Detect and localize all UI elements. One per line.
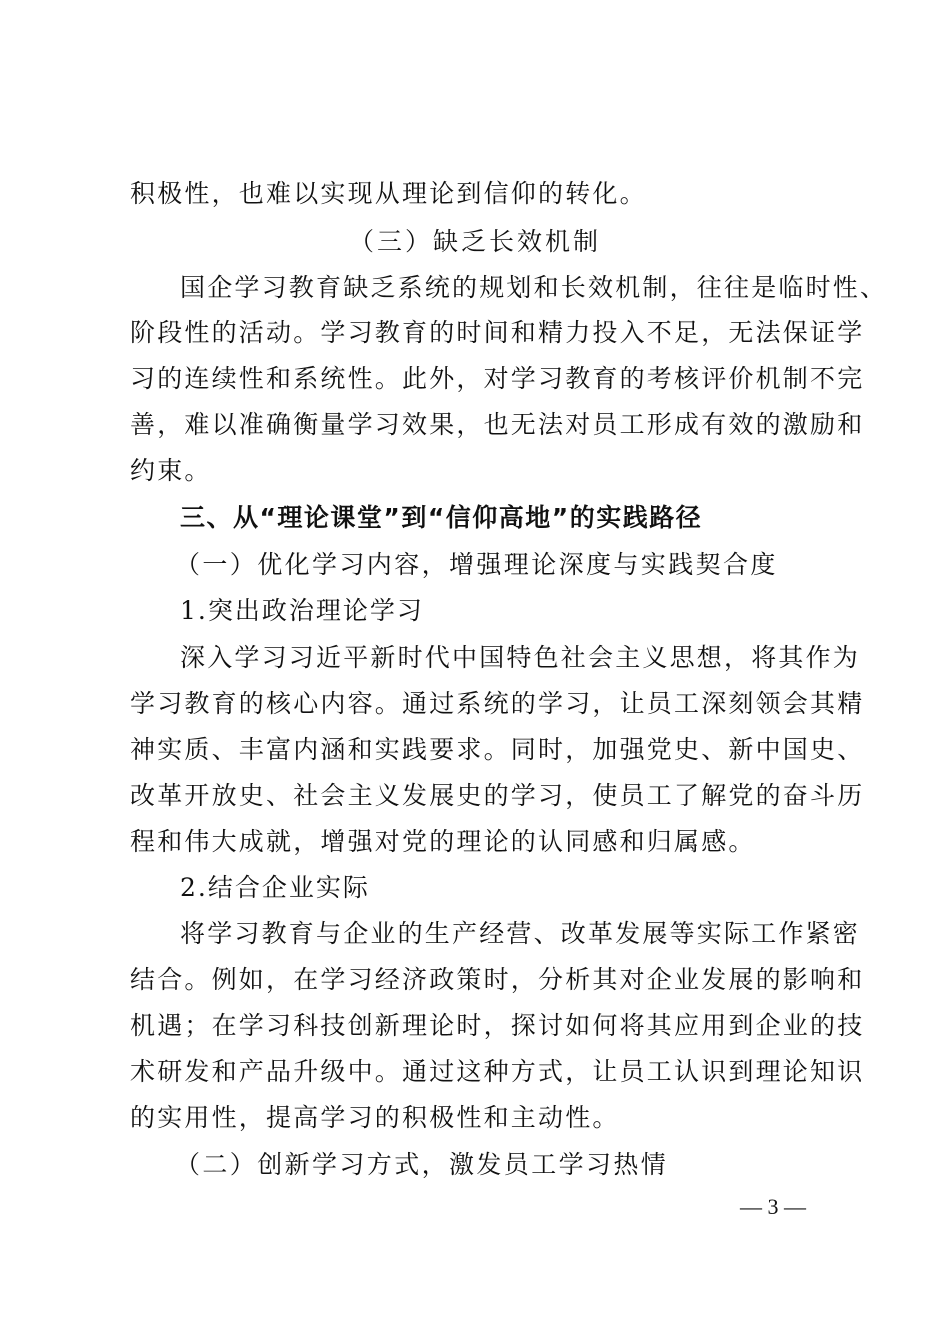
paragraph-line: 积极性，也难以实现从理论到信仰的转化。	[130, 179, 647, 208]
subsection-heading: （一）优化学习内容，增强理论深度与实践契合度	[175, 550, 778, 579]
paragraph-line: 神实质、丰富内涵和实践要求。同时，加强党史、新中国史、	[130, 735, 865, 764]
paragraph-line: 的实用性，提高学习的积极性和主动性。	[130, 1103, 620, 1132]
paragraph-line: 习的连续性和系统性。此外，对学习教育的考核评价机制不完	[130, 364, 865, 393]
paragraph-line: 机遇；在学习科技创新理论时，探讨如何将其应用到企业的技	[130, 1011, 865, 1040]
paragraph-line: 改革开放史、社会主义发展史的学习，使员工了解党的奋斗历	[130, 781, 865, 810]
paragraph-line: 程和伟大成就，增强对党的理论的认同感和归属感。	[130, 827, 756, 856]
paragraph-line: 学习教育的核心内容。通过系统的学习，让员工深刻领会其精	[130, 689, 865, 718]
numbered-heading: 1.突出政治理论学习	[180, 596, 424, 625]
numbered-heading: 2.结合企业实际	[180, 873, 370, 902]
paragraph-line: 结合。例如，在学习经济政策时，分析其对企业发展的影响和	[130, 965, 865, 994]
paragraph-line: 阶段性的活动。学习教育的时间和精力投入不足，无法保证学	[130, 318, 865, 347]
paragraph-line: 国企学习教育缺乏系统的规划和长效机制，往往是临时性、	[180, 273, 888, 302]
page-number: — 3 —	[740, 1194, 806, 1219]
paragraph-line: 善，难以准确衡量学习效果，也无法对员工形成有效的激励和	[130, 410, 865, 439]
chapter-heading: 三、从“理论课堂”到“信仰高地”的实践路径	[180, 503, 703, 532]
subsection-heading: （二）创新学习方式，激发员工学习热情	[175, 1150, 669, 1179]
section-heading: （三）缺乏长效机制	[348, 227, 601, 256]
paragraph-line: 约束。	[130, 456, 212, 485]
paragraph-line: 术研发和产品升级中。通过这种方式，让员工认识到理论知识	[130, 1057, 865, 1086]
paragraph-line: 深入学习习近平新时代中国特色社会主义思想，将其作为	[180, 643, 861, 672]
paragraph-line: 将学习教育与企业的生产经营、改革发展等实际工作紧密	[180, 919, 861, 948]
